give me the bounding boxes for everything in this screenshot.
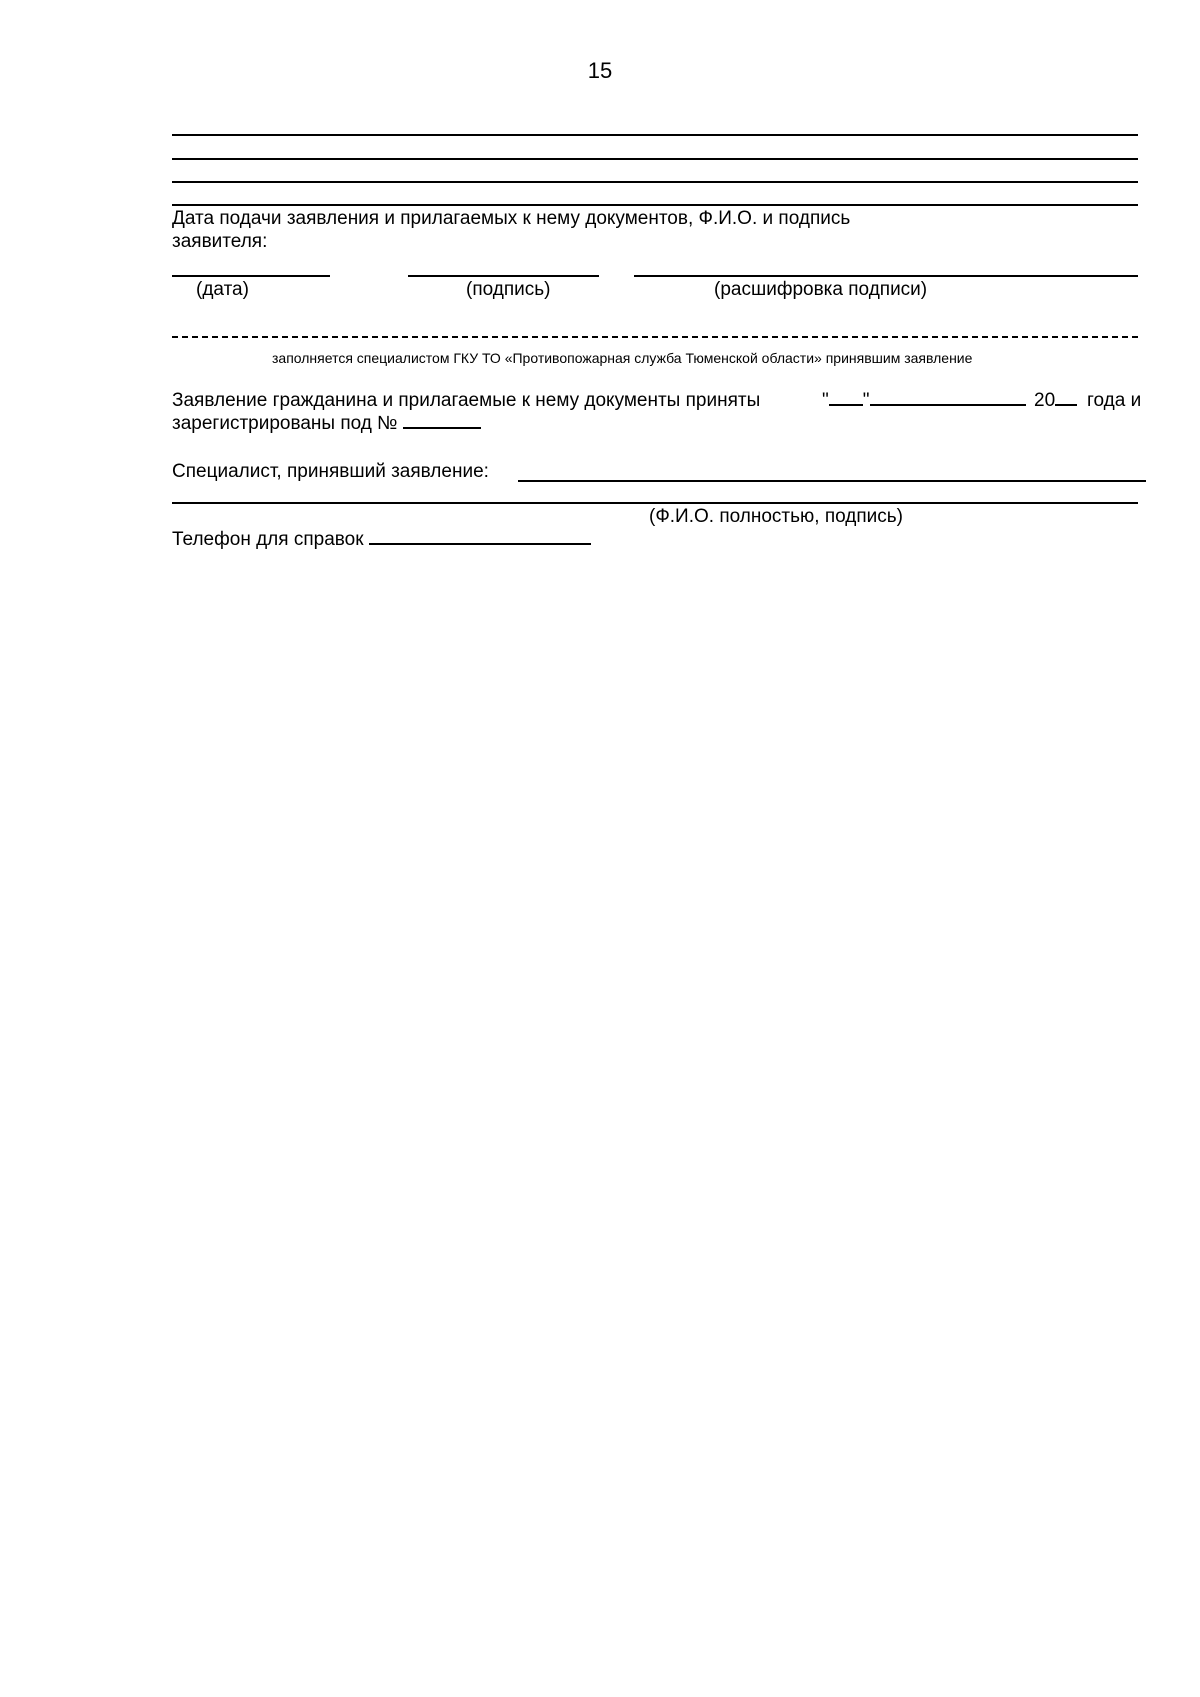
acceptance-year-fields — [1034, 389, 1077, 412]
month-blank — [870, 403, 1026, 406]
signature-blank-line — [408, 275, 599, 277]
caption-date: (дата) — [196, 279, 249, 300]
phone-line — [172, 528, 591, 551]
applicant-date-label-line1: Дата подачи заявления и прилагаемых к нему документов, Ф.И.О. и подпись — [172, 208, 851, 229]
blank-line-2 — [172, 158, 1138, 160]
quote-close: " — [862, 390, 870, 411]
specialist-blank-line-1 — [518, 480, 1146, 482]
signature-decode-blank-line — [634, 275, 1138, 277]
page-number: 15 — [587, 58, 613, 83]
acceptance-year-suffix: года и — [1087, 390, 1142, 411]
day-blank — [829, 403, 863, 406]
registration-number-blank — [403, 426, 481, 429]
date-blank-line — [172, 275, 330, 277]
year-blank — [1055, 403, 1077, 406]
blank-line-1 — [172, 134, 1138, 136]
specialist-note: заполняется специалистом ГКУ ТО «Противопожарная служба Тюменской области» принявшим заявление — [272, 350, 973, 366]
specialist-blank-line-2 — [172, 502, 1138, 504]
blank-line-3 — [172, 181, 1138, 183]
acceptance-text: Заявление гражданина и прилагаемые к нему документы приняты — [172, 390, 761, 411]
caption-signature-decode: (расшифровка подписи) — [714, 279, 928, 300]
applicant-date-label-line2: заявителя: — [172, 231, 268, 252]
dashed-separator — [172, 336, 1138, 338]
year-prefix: 20 — [1034, 390, 1056, 411]
registration-text: зарегистрированы под № — [172, 413, 398, 434]
specialist-label: Специалист, принявший заявление: — [172, 461, 489, 482]
quote-open: " — [822, 390, 829, 411]
specialist-caption: (Ф.И.О. полностью, подпись) — [649, 506, 903, 527]
acceptance-line2 — [172, 412, 481, 435]
blank-line-4 — [172, 204, 1138, 206]
acceptance-date-fields — [822, 389, 1026, 412]
caption-signature: (подпись) — [466, 279, 551, 300]
phone-label: Телефон для справок — [172, 529, 364, 550]
phone-blank — [369, 542, 591, 545]
